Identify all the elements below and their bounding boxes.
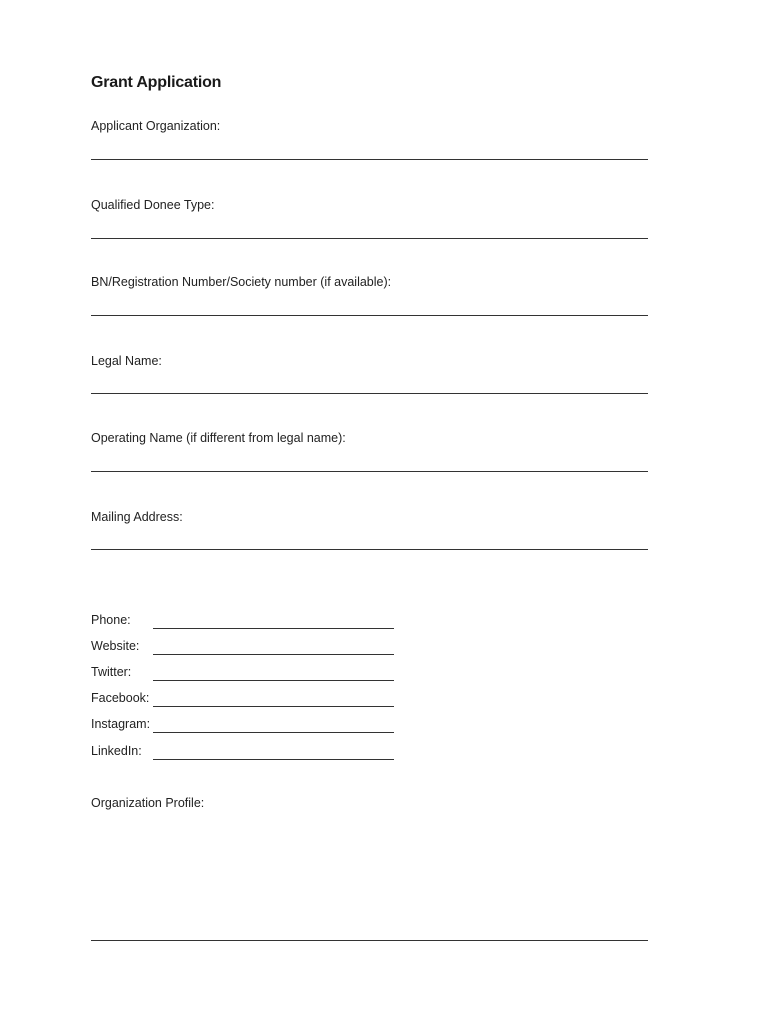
website-label: Website:: [91, 639, 140, 653]
linkedin-row: [91, 744, 411, 762]
qualified-donee-type-label: Qualified Donee Type:: [91, 198, 215, 212]
phone-field[interactable]: [153, 628, 394, 629]
instagram-field[interactable]: [153, 732, 394, 733]
mailing-address-field[interactable]: [91, 549, 648, 550]
linkedin-label: LinkedIn:: [91, 744, 142, 758]
instagram-label: Instagram:: [91, 717, 151, 731]
registration-number-field[interactable]: [91, 315, 648, 316]
website-row: [91, 639, 411, 657]
twitter-row: [91, 665, 411, 683]
phone-row: [91, 613, 411, 631]
instagram-row: [91, 717, 411, 735]
legal-name-field[interactable]: [91, 393, 648, 394]
page-title: Grant Application: [91, 74, 222, 91]
facebook-row: [91, 691, 411, 709]
twitter-field[interactable]: [153, 680, 394, 681]
organization-profile-label: Organization Profile:: [91, 796, 205, 810]
applicant-organization-label: Applicant Organization:: [91, 119, 221, 133]
phone-label: Phone:: [91, 613, 131, 627]
facebook-label: Facebook:: [91, 691, 150, 705]
organization-profile-field[interactable]: [91, 940, 648, 941]
legal-name-label: Legal Name:: [91, 354, 162, 368]
applicant-organization-field[interactable]: [91, 159, 648, 160]
twitter-label: Twitter:: [91, 665, 132, 679]
website-field[interactable]: [153, 654, 394, 655]
operating-name-label: Operating Name (if different from legal name):: [91, 431, 346, 445]
facebook-field[interactable]: [153, 706, 394, 707]
linkedin-field[interactable]: [153, 759, 394, 760]
registration-number-label: BN/Registration Number/Society number (if available):: [91, 275, 392, 289]
operating-name-field[interactable]: [91, 471, 648, 472]
qualified-donee-type-field[interactable]: [91, 238, 648, 239]
mailing-address-label: Mailing Address:: [91, 510, 183, 524]
